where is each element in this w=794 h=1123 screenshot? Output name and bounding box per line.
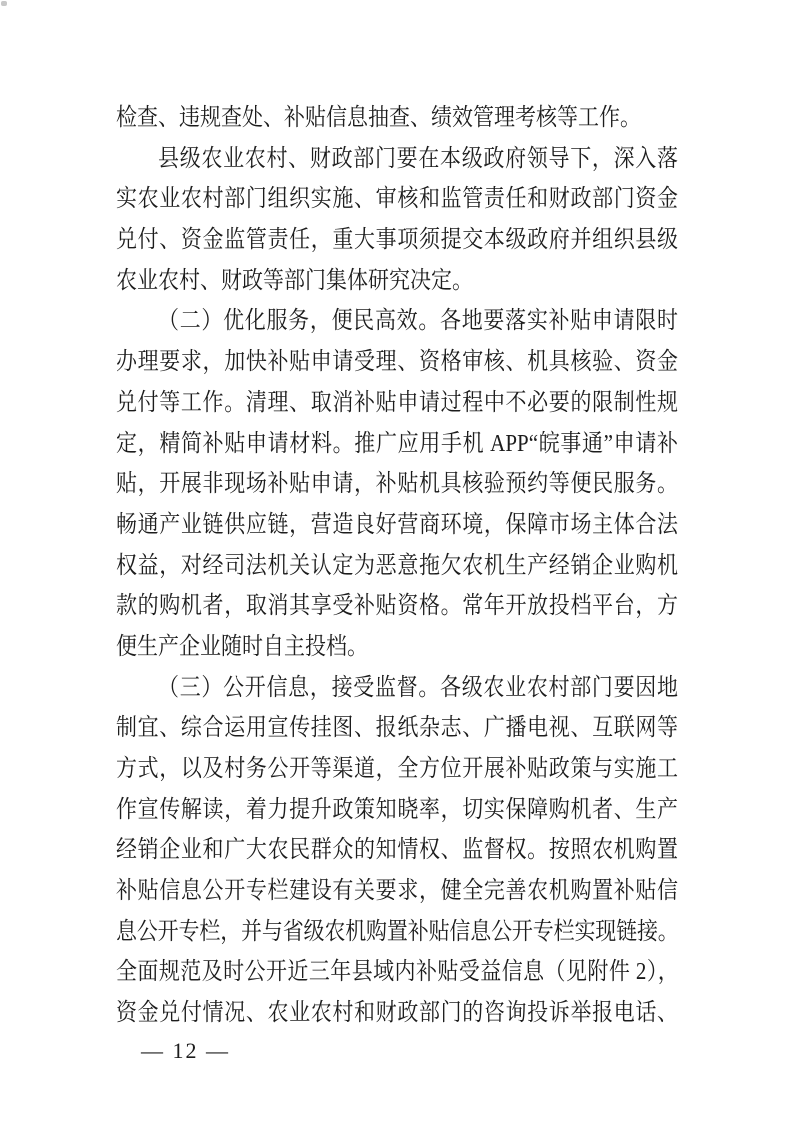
text-line: 补贴信息公开专栏建设有关要求，健全完善农机购置补贴信 bbox=[116, 876, 678, 904]
text-line: 实农业农村部门组织实施、审核和监管责任和财政部门资金 bbox=[116, 184, 678, 213]
text-line: 定，精简补贴申请材料。推广应用手机 APP“皖事通”申请补 bbox=[116, 428, 678, 457]
text-line: 权益，对经司法机关认定为恶意拖欠农机生产经销企业购机 bbox=[116, 550, 678, 579]
text-line: 款的购机者，取消其享受补贴资格。常年开放投档平台，方 bbox=[116, 591, 678, 619]
text-line: 畅通产业链供应链，营造良好营商环境，保障市场主体合法 bbox=[116, 510, 678, 538]
page-footer bbox=[141, 1036, 230, 1066]
page-number: — 12 — bbox=[141, 1038, 230, 1063]
text-line: 兑付、资金监管责任，重大事项须提交本级政府并组织县级 bbox=[116, 225, 678, 253]
text-line: 息公开专栏，并与省级农机购置补贴信息公开专栏实现链接。 bbox=[116, 916, 678, 945]
text-line: 县级农业农村、财政部门要在本级政府领导下，深入落 bbox=[158, 143, 678, 172]
text-line: 方式，以及村务公开等渠道，全方位开展补贴政策与实施工 bbox=[116, 754, 678, 782]
text-line: 便生产企业随时自主投档。 bbox=[116, 632, 368, 660]
text-line: 办理要求，加快补贴申请受理、资格审核、机具核验、资金 bbox=[116, 347, 678, 375]
text-line: 制宜、综合运用宣传挂图、报纸杂志、广播电视、互联网等 bbox=[116, 713, 678, 742]
text-line: 作宣传解读，着力提升政策知晓率，切实保障购机者、生产 bbox=[116, 794, 678, 823]
text-line: 农业农村、财政等部门集体研究决定。 bbox=[116, 265, 473, 294]
text-line: 检查、违规查处、补贴信息抽查、绩效管理考核等工作。 bbox=[116, 103, 641, 131]
text-line: 兑付等工作。清理、取消补贴申请过程中不必要的限制性规 bbox=[116, 387, 678, 416]
text-line: （二）优化服务，便民高效。各地要落实补贴申请限时 bbox=[158, 306, 678, 335]
scan-artifact bbox=[1, 1, 7, 6]
text-line: 资金兑付情况、农业农村和财政部门的咨询投诉举报电话、 bbox=[116, 998, 678, 1026]
text-line: 经销企业和广大农民群众的知情权、监督权。按照农机购置 bbox=[116, 835, 678, 864]
text-line: （三）公开信息，接受监督。各级农业农村部门要因地 bbox=[158, 672, 678, 701]
text-line: 全面规范及时公开近三年县域内补贴受益信息（见附件 2）， bbox=[116, 957, 678, 986]
text-line: 贴，开展非现场补贴申请，补贴机具核验预约等便民服务。 bbox=[116, 469, 678, 497]
document-body bbox=[116, 97, 678, 1033]
